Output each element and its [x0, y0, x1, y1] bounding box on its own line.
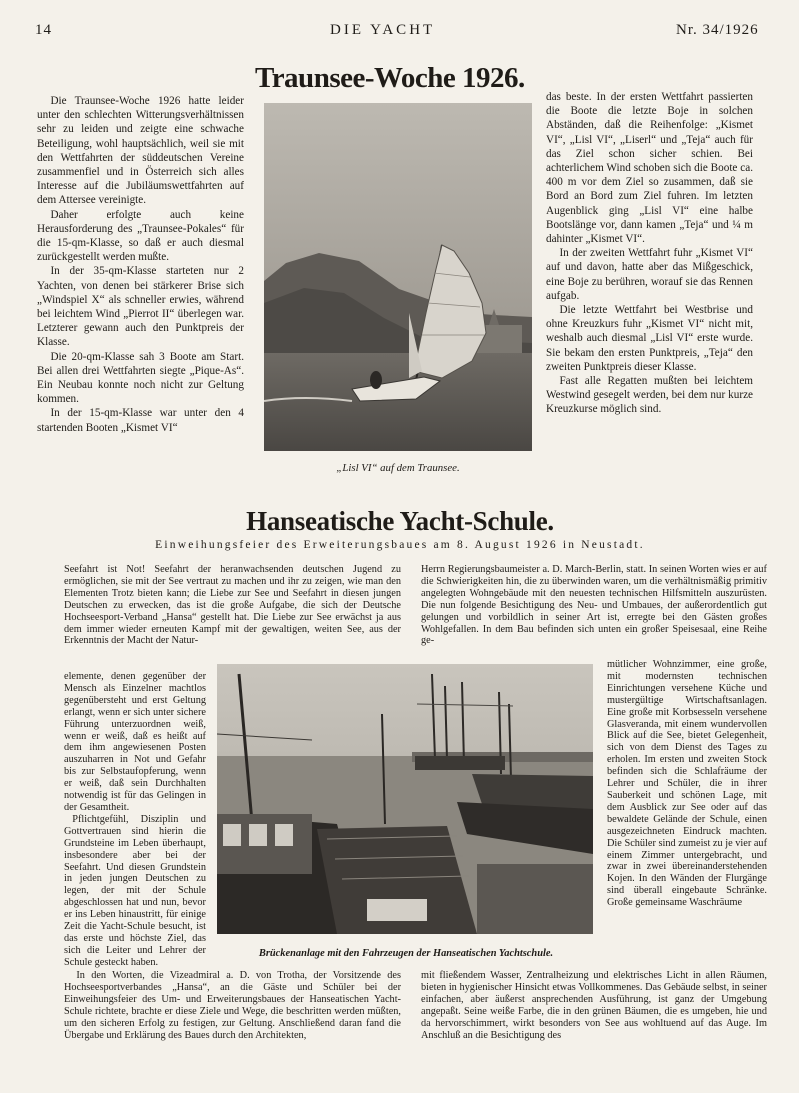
page-number: 14	[35, 22, 52, 38]
issue-number: Nr. 34/1926	[676, 22, 759, 38]
article2-tail-left	[64, 970, 401, 1041]
paragraph: Herrn Regierungsbaumeister a. D. March-Berlin, statt. In seinen Worten wies er auf die Schwierigkeiten hin, die zu überwinden waren, um die verhältnismäßig primitiv angelegten Wohngebäude mit den neuesten technischen Hilfsmitteln auszurüsten. Die nun folgende Besichtigung des Neu- und Umbaues, der außerordentlich gut gelungen und vorbildlich in seiner Art ist, erregte bei den Gästen großes Wohlgefallen. In dem Bau befinden sich unten ein großer Speisesaal, eine Reihe ge-	[421, 564, 767, 647]
photo-caption-harbour: Brückenanlage mit den Fahrzeugen der Hanseatischen Yachtschule.	[258, 948, 554, 959]
article2-narrow-left	[64, 671, 206, 969]
harbour-photo	[217, 664, 593, 934]
paragraph: Die letzte Wettfahrt bei Westbrise und ohne Kreuzkurs fuhr „Kismet VI“ nicht mit, weshalb auch diesmal „Lisl VI“ erste wurde. Sie bekam den ersten Punktpreis, „Teja“ den zweiten Punktpreis dieser Klasse.	[546, 304, 753, 373]
article2-narrow-right	[607, 659, 767, 909]
paragraph: Fast alle Regatten mußten bei leichtem Westwind gesegelt werden, bei dem nur kurze Kreuzkurse möglich sind.	[546, 375, 753, 416]
paragraph: Pflichtgefühl, Disziplin und Gottvertrauen sind hierin die Grundsteine im Leben überhaupt, insbesondere aber bei der Seefahrt. Und diesen Grundstein in jeden jungen Deutschen zu legen, der mit der Schule abgeschlossen hat und nun, bevor er ins Leben hinaustritt, für einige Zeit die Yacht-Schule besucht, ist das erste und höchste Ziel, das sich die Leiter und Lehrer der Schule gesteckt haben.	[64, 813, 206, 968]
article-subtitle: Einweihungsfeier des Erweiterungsbaues am 8. August 1926 in Neustadt.	[155, 539, 645, 551]
paragraph: In der zweiten Wettfahrt fuhr „Kismet VI“ auf und davon, hatte aber das Mißgeschick, eine Boje zu berühren, worauf sie das Rennen aufgab.	[546, 247, 753, 302]
paragraph: das beste. In der ersten Wettfahrt passierten die Boote die letzte Boje in solchen Abständen, daß die Reihenfolge: „Kismet VI“, „Lisl VI“, „Liserl“ und „Teja“ auch für das Ziel schon sicher schien. Bei achterlichem Wind schoben sich die Boote ca. 400 m vor dem Ziel so zusammen, daß sie Bord an Bord zum Ziel fuhren. Im letzten Augenblick ging „Lisl VI“ eine halbe Bootslänge vor, dann kamen „Teja“ und ¼ m dahinter „Kismet VI“.	[546, 91, 753, 246]
article2-lead-right	[421, 564, 767, 647]
paragraph: In den Worten, die Vizeadmiral a. D. von Trotha, der Vorsitzende des Hochseesportverbandes „Hansa“, an die Gäste und Schüler bei der Einweihungsfeier des Um- und Erweiterungsbaues der Hanseatischen Yacht-Schule richtete, brachte er diese Ziele und Wege, die beschritten werden müßten, um den sicheren Erfolg zu festigen, zur Geltung. Anschließend daran fand die Übergabe und Erklärung des Baues durch den Architekten,	[64, 970, 401, 1041]
article1-left-column	[37, 94, 244, 435]
paragraph: Die Traunsee-Woche 1926 hatte leider unter den schlechten Witterungsverhältnissen sehr zu leiden und zeigte eine schwache Beteiligung, wohl hauptsächlich, weil sie mit den Wettfahrten der süddeutschen Vereine zusammenfiel und in Österreich sich alles Interesse auf die Jubiläumswettfahrten auf dem Attersee vereinigte.	[37, 95, 244, 207]
article2-tail-right	[421, 970, 767, 1041]
sailboat-photo	[264, 103, 532, 451]
paragraph: Seefahrt ist Not! Seefahrt der heranwachsenden deutschen Jugend zu ermöglichen, sie mit der See vertraut zu machen und ihr zu zeigen, wie man den Elementen Trotz bieten kann; die Liebe zur See und Seefahrt in diesen jungen Deutschen zu erwecken, das ist die große Aufgabe, die sich der Deutsche Hochseesport-Verband „Hansa“ gestellt hat. Die Liebe zur See erwächst ja aus dem immer wieder erneuten Kampf mit der gewaltigen, weiten See, aus der Erkenntnis der Macht der Natur-	[64, 564, 401, 647]
paragraph: In der 15-qm-Klasse war unter den 4 startenden Booten „Kismet VI“	[37, 407, 244, 434]
paragraph: elemente, denen gegenüber der Mensch als Einzelner machtlos gegenübersteht und erst Geltung erlangt, wenn er sich unter sichere Führung unterzuordnen weiß, wenn er weiß, daß es heißt auf dem ihm angewiesenen Posten auszuharren in Not und Gefahr bis zur Selbstaufopferung, wenn er weiß, daß sein Durchhalten notwendig ist für das Gelingen in der Gesamtheit.	[64, 671, 206, 813]
article-title-yacht-schule: Hanseatische Yacht-Schule.	[246, 506, 554, 536]
paragraph: mit fließendem Wasser, Zentralheizung und elektrisches Licht in allen Räumen, bieten in hygienischer Hinsicht etwas Vollkommenes. Das Gebäude selbst, in seiner einfachen, aber äußerst ansprechenden Ausführung, ist ganz der Umgebung angepaßt. Seine weiße Farbe, die in den grünen Bäumen, die es umgeben, hie und da hervorschimmert, wirkt besonders von See aus wohltuend auf das Auge. Im Anschluß an die Besichtigung des	[421, 970, 767, 1041]
paragraph: mütlicher Wohnzimmer, eine große, mit modernsten technischen Einrichtungen versehene Küche und mustergültige Wirtschaftsanlagen. Eine große mit Korbsesseln versehene Glasveranda, mit einem wundervollen Blick auf die See, bietet Gelegenheit, sich von dem Dienst des Tages zu erholen. Im ersten und zweiten Stock befinden sich die Schlafräume der Lehrer und Schüler, die in ihrer Sauberkeit und schönen Lage, mit dem Ausblick zur See oder auf das bewaldete Gelände der Schule, einen ausgezeichneten Eindruck machten. Die Schüler sind zumeist zu je vier auf einem Zimmer untergebracht, und zwar in zwei übereinanderstehenden Kojen. In den Wänden der Flurgänge sind überall eingebaute Schränke. Große gemeinsame Waschräume	[607, 659, 767, 909]
paragraph: Daher erfolgte auch keine Herausforderung des „Traunsee-Pokales“ für die 15-qm-Klasse, so daß er auch diesmal zurückgestellt werden mußte.	[37, 208, 244, 264]
paragraph: Die 20-qm-Klasse sah 3 Boote am Start. Bei allen drei Wettfahrten siegte „Pique-As“. Ein Neubau konnte noch nicht zur Geltung kommen.	[37, 350, 244, 406]
photo-caption-lisl: „Lisl VI“ auf dem Traunsee.	[336, 462, 460, 474]
article1-right-column	[546, 90, 753, 417]
magazine-title: DIE YACHT	[330, 22, 436, 38]
article2-lead-left	[64, 564, 401, 647]
paragraph: In der 35-qm-Klasse starteten nur 2 Yachten, von denen bei stärkerer Brise sich „Windspiel X“ als schneller erwies, während bei leichtem Wind „Pierrot II“ überlegen war. Letzterer gewann auch den Punktpreis der Klasse.	[37, 265, 244, 349]
article-title-traunsee: Traunsee-Woche 1926.	[255, 62, 525, 94]
